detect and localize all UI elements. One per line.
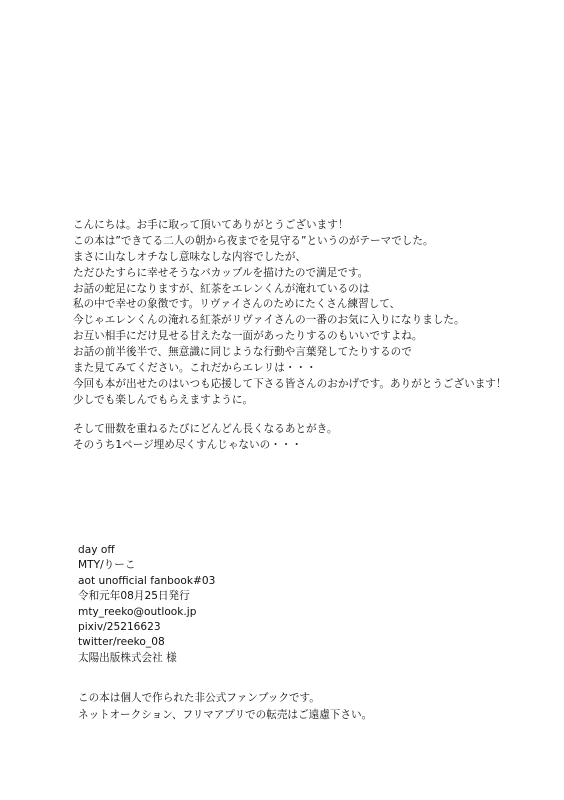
afterword-line: まさに山なしオチなし意味なしな内容でしたが、 bbox=[73, 250, 307, 263]
printer-name: 太陽出版株式会社 様 bbox=[78, 651, 177, 664]
notice-line: この本は個人で作られた非公式ファンブックです。 bbox=[78, 692, 320, 704]
afterword-line: こんにちは。お手に取って頂いてありがとうございます！ bbox=[73, 219, 349, 231]
afterword-line: 今じゃエレンくんの淹れる紅茶がリヴァイさんの一番のお気に入りになりました。 bbox=[73, 314, 465, 327]
afterword-line: 少しでも楽しんでもらえますように。 bbox=[73, 393, 254, 406]
afterword-line: 今回も本が出せたのはいつも応援して下さる皆さんのおかげです。ありがとうございます！ bbox=[73, 377, 507, 390]
publish-date: 令和元年08月25日発行 bbox=[78, 590, 190, 603]
afterword-line: そのうち1ページ埋め尽くすんじゃないの・・・ bbox=[73, 438, 302, 451]
afterword-text bbox=[73, 218, 543, 453]
afterword-line: お話の蛇足になりますが、紅茶をエレンくんが淹れているのは bbox=[73, 282, 370, 295]
afterword-line: また見てみてください。これだからエレリは・・・ bbox=[73, 362, 317, 375]
afterword-line: お互い相手にだけ見せる甘えたな一面があったりするのもいいですよね。 bbox=[73, 330, 423, 343]
afterword-line: この本は”できてる二人の朝から夜までを見守る”というのがテーマでした。 bbox=[73, 234, 434, 247]
series-label: aot unofficial fanbook#03 bbox=[78, 574, 216, 587]
twitter-handle: twitter/reeko_08 bbox=[78, 636, 165, 649]
resale-notice bbox=[78, 690, 372, 723]
afterword-line: ただひたすらに幸せそうなバカップルを描けたので満足です。 bbox=[73, 266, 369, 279]
pixiv-id: pixiv/25216623 bbox=[78, 620, 161, 633]
book-title: day off bbox=[78, 544, 115, 556]
circle-author: MTY/りーこ bbox=[78, 559, 136, 572]
contact-email: mty_reeko@outlook.jp bbox=[78, 605, 197, 618]
paragraph-gap bbox=[73, 409, 543, 422]
afterword-line: お話の前半後半で、無意識に同じような行動や言葉発してたりするので bbox=[73, 346, 412, 359]
notice-line: ネットオークション、フリマアプリでの転売はご遠慮下さい。 bbox=[78, 708, 373, 721]
colophon bbox=[78, 543, 215, 666]
afterword-line: 私の中で幸せの象徴です。リヴァイさんのためにたくさん練習して、 bbox=[73, 298, 401, 311]
afterword-line: そして冊数を重ねるたびにどんどん長くなるあとがき。 bbox=[73, 422, 338, 435]
